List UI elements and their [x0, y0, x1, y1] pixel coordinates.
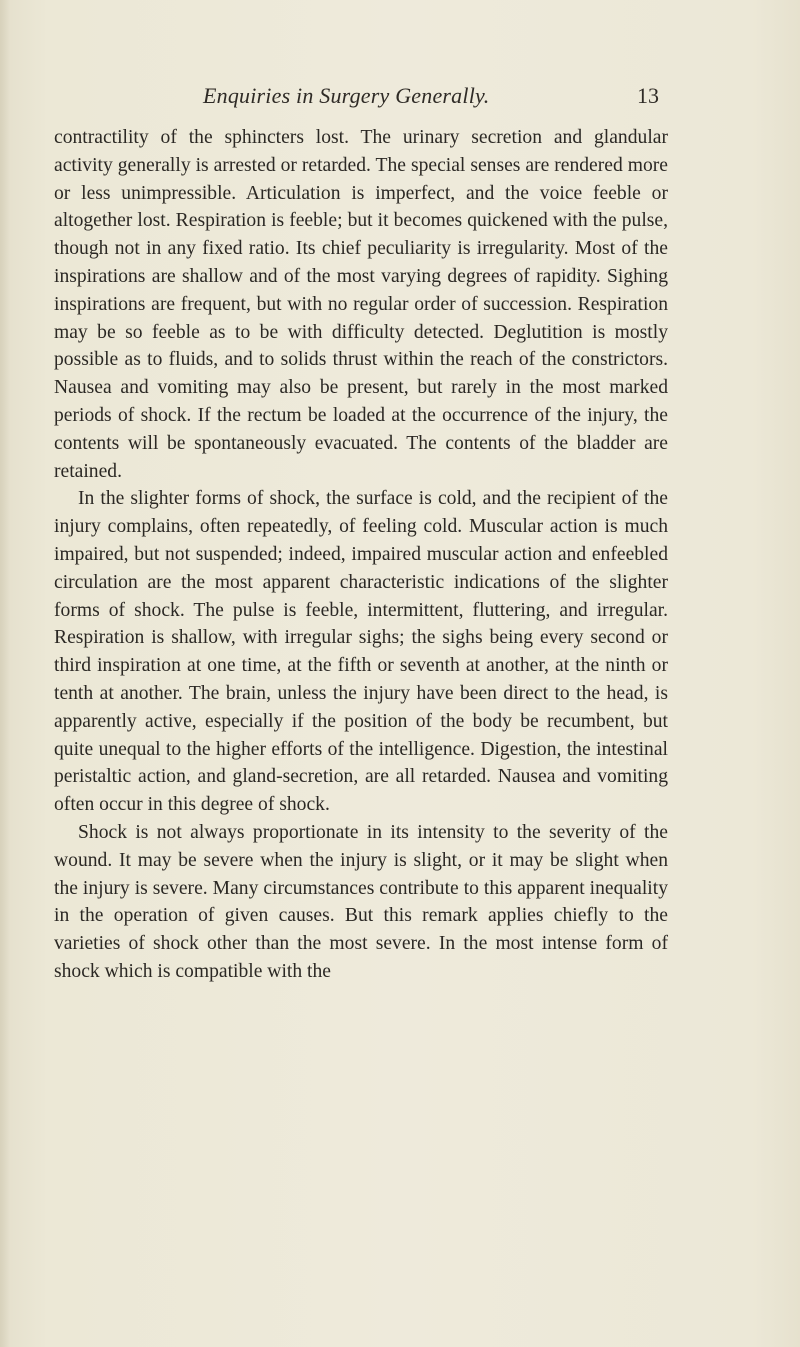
paragraph-shock-proportion: Shock is not always proportionate in its intensity to the severity of the wound. It may be severe when the injury is slight, or it may be slight when the injury is severe. Many circumstances contribute to this apparent inequality in the operation of given causes. But this remark applies chiefly to the varieties of shock other than the most severe. In the most intense form of shock which is compatible with the [54, 821, 668, 982]
running-title: Enquiries in Surgery Generally. [203, 83, 490, 108]
page-number: 13 [637, 83, 659, 108]
body-text [54, 124, 668, 986]
page-binding-shadow [0, 0, 10, 1347]
paragraph-continuation: contractility of the sphincters lost. The urinary secretion and glandular activity generally is arrested or retarded. The special senses are rendered more or less unimpressible. Articulation is imperfect, and the voice feeble or altogether lost. Respiration is feeble; but it becomes quickened with the pulse, though not in any fixed ratio. Its chief peculiarity is irregularity. Most of the inspirations are shallow and of the most varying degrees of rapidity. Sighing inspirations are frequent, but with no regular order of succession. Respiration may be so feeble as to be with difficulty detected. Deglutition is mostly possible as to fluids, and to solids thrust within the reach of the constrictors. Nausea and vomiting may also be present, but rarely in the most marked periods of shock. If the rectum be loaded at the occurrence of the injury, the contents will be spontaneously evacuated. The contents of the bladder are retained. [54, 127, 668, 482]
paragraph-slighter-forms: In the slighter forms of shock, the surface is cold, and the recipient of the injury complains, often repeatedly, of feeling cold. Muscular action is much impaired, but not suspended; indeed, impaired muscular action and enfeebled circulation are the most apparent characteristic indications of the slighter forms of shock. The pulse is feeble, intermittent, fluttering, and irregular. Respiration is shallow, with irregular sighs; the sighs being every second or third inspiration at one time, at the fifth or seventh at another, at the ninth or tenth at another. The brain, unless the injury have been direct to the head, is apparently active, especially if the position of the body be recumbent, but quite unequal to the higher efforts of the intelligence. Digestion, the intestinal peristaltic action, and gland-secretion, are all retarded. Nausea and vomiting often occur in this degree of shock. [54, 488, 668, 816]
running-header [0, 83, 800, 111]
